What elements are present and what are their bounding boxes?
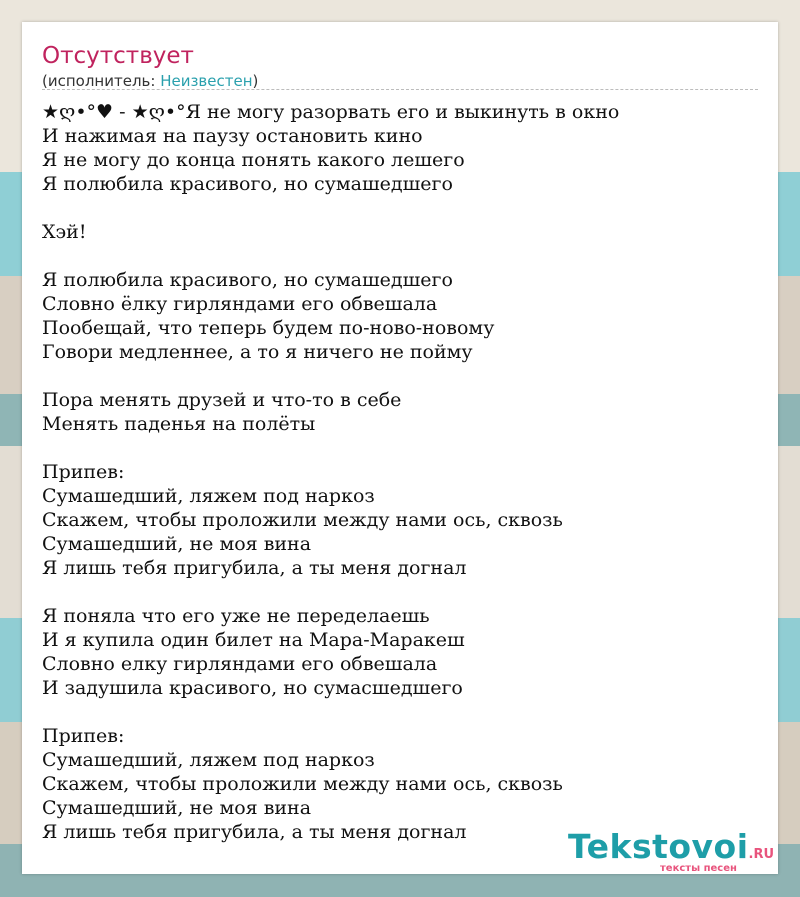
logo-wordmark: Tekstovoi <box>568 827 749 866</box>
lyrics-line: Хэй! <box>42 221 87 243</box>
logo-tagline: тексты песен <box>660 863 737 874</box>
lyrics-line: Менять паденья на полёты <box>42 413 316 435</box>
lyrics-blank-line <box>42 244 762 268</box>
song-title: Отсутствует <box>42 43 194 69</box>
lyrics-line: И я купила один билет на Мара-Маракеш <box>42 629 465 651</box>
lyrics-blank-line <box>42 436 762 460</box>
lyrics-line: Говори медленнее, а то я ничего не пойму <box>42 341 473 363</box>
lyrics-blank-line <box>42 196 762 220</box>
site-logo[interactable] <box>568 827 775 874</box>
performer-suffix: ) <box>252 72 259 90</box>
lyrics-line: Словно елку гирляндами его обвешала <box>42 653 438 675</box>
lyrics-card <box>22 22 778 874</box>
lyrics-line: Пообещай, что теперь будем по-ново-новому <box>42 317 495 339</box>
lyrics-blank-line <box>42 364 762 388</box>
lyrics-line: Я полюбила красивого, но сумашедшего <box>42 269 453 291</box>
lyrics-line: Скажем, чтобы проложили между нами ось, сквозь <box>42 773 563 795</box>
lyrics-line: Сумашедший, не моя вина <box>42 797 312 819</box>
lyrics-line: Припев: <box>42 461 125 483</box>
lyrics-line: Сумашедший, не моя вина <box>42 533 312 555</box>
performer-prefix: (исполнитель: <box>42 72 161 90</box>
lyrics-line: Сумашедший, ляжем под наркоз <box>42 749 375 771</box>
lyrics-line: Сумашедший, ляжем под наркоз <box>42 485 375 507</box>
performer-line <box>42 71 258 91</box>
lyrics-line: И нажимая на паузу остановить кино <box>42 125 423 147</box>
lyrics-line: Я не могу до конца понять какого лешего <box>42 149 465 171</box>
lyrics-line: Пора менять друзей и что-то в себе <box>42 389 402 411</box>
lyrics-line: Я поняла что его уже не переделаешь <box>42 605 430 627</box>
lyrics-line: Припев: <box>42 725 125 747</box>
lyrics-line: Словно ёлку гирляндами его обвешала <box>42 293 438 315</box>
lyrics-line: Я лишь тебя пригубила, а ты меня догнал <box>42 557 467 579</box>
lyrics-line: Я полюбила красивого, но сумашедшего <box>42 173 453 195</box>
lyrics-line: И задушила красивого, но сумасшедшего <box>42 677 463 699</box>
lyrics-line: ★ღ•°♥ - ★ღ•°Я не могу разорвать его и выкинуть в окно <box>42 101 620 123</box>
lyrics-blank-line <box>42 580 762 604</box>
performer-link[interactable]: Неизвестен <box>160 72 253 90</box>
title-divider <box>42 89 758 90</box>
lyrics-line: Я лишь тебя пригубила, а ты меня догнал <box>42 821 467 843</box>
logo-domain: .RU <box>748 847 775 862</box>
lyrics-blank-line <box>42 700 762 724</box>
lyrics-text <box>42 100 762 844</box>
lyrics-line: Скажем, чтобы проложили между нами ось, сквозь <box>42 509 563 531</box>
